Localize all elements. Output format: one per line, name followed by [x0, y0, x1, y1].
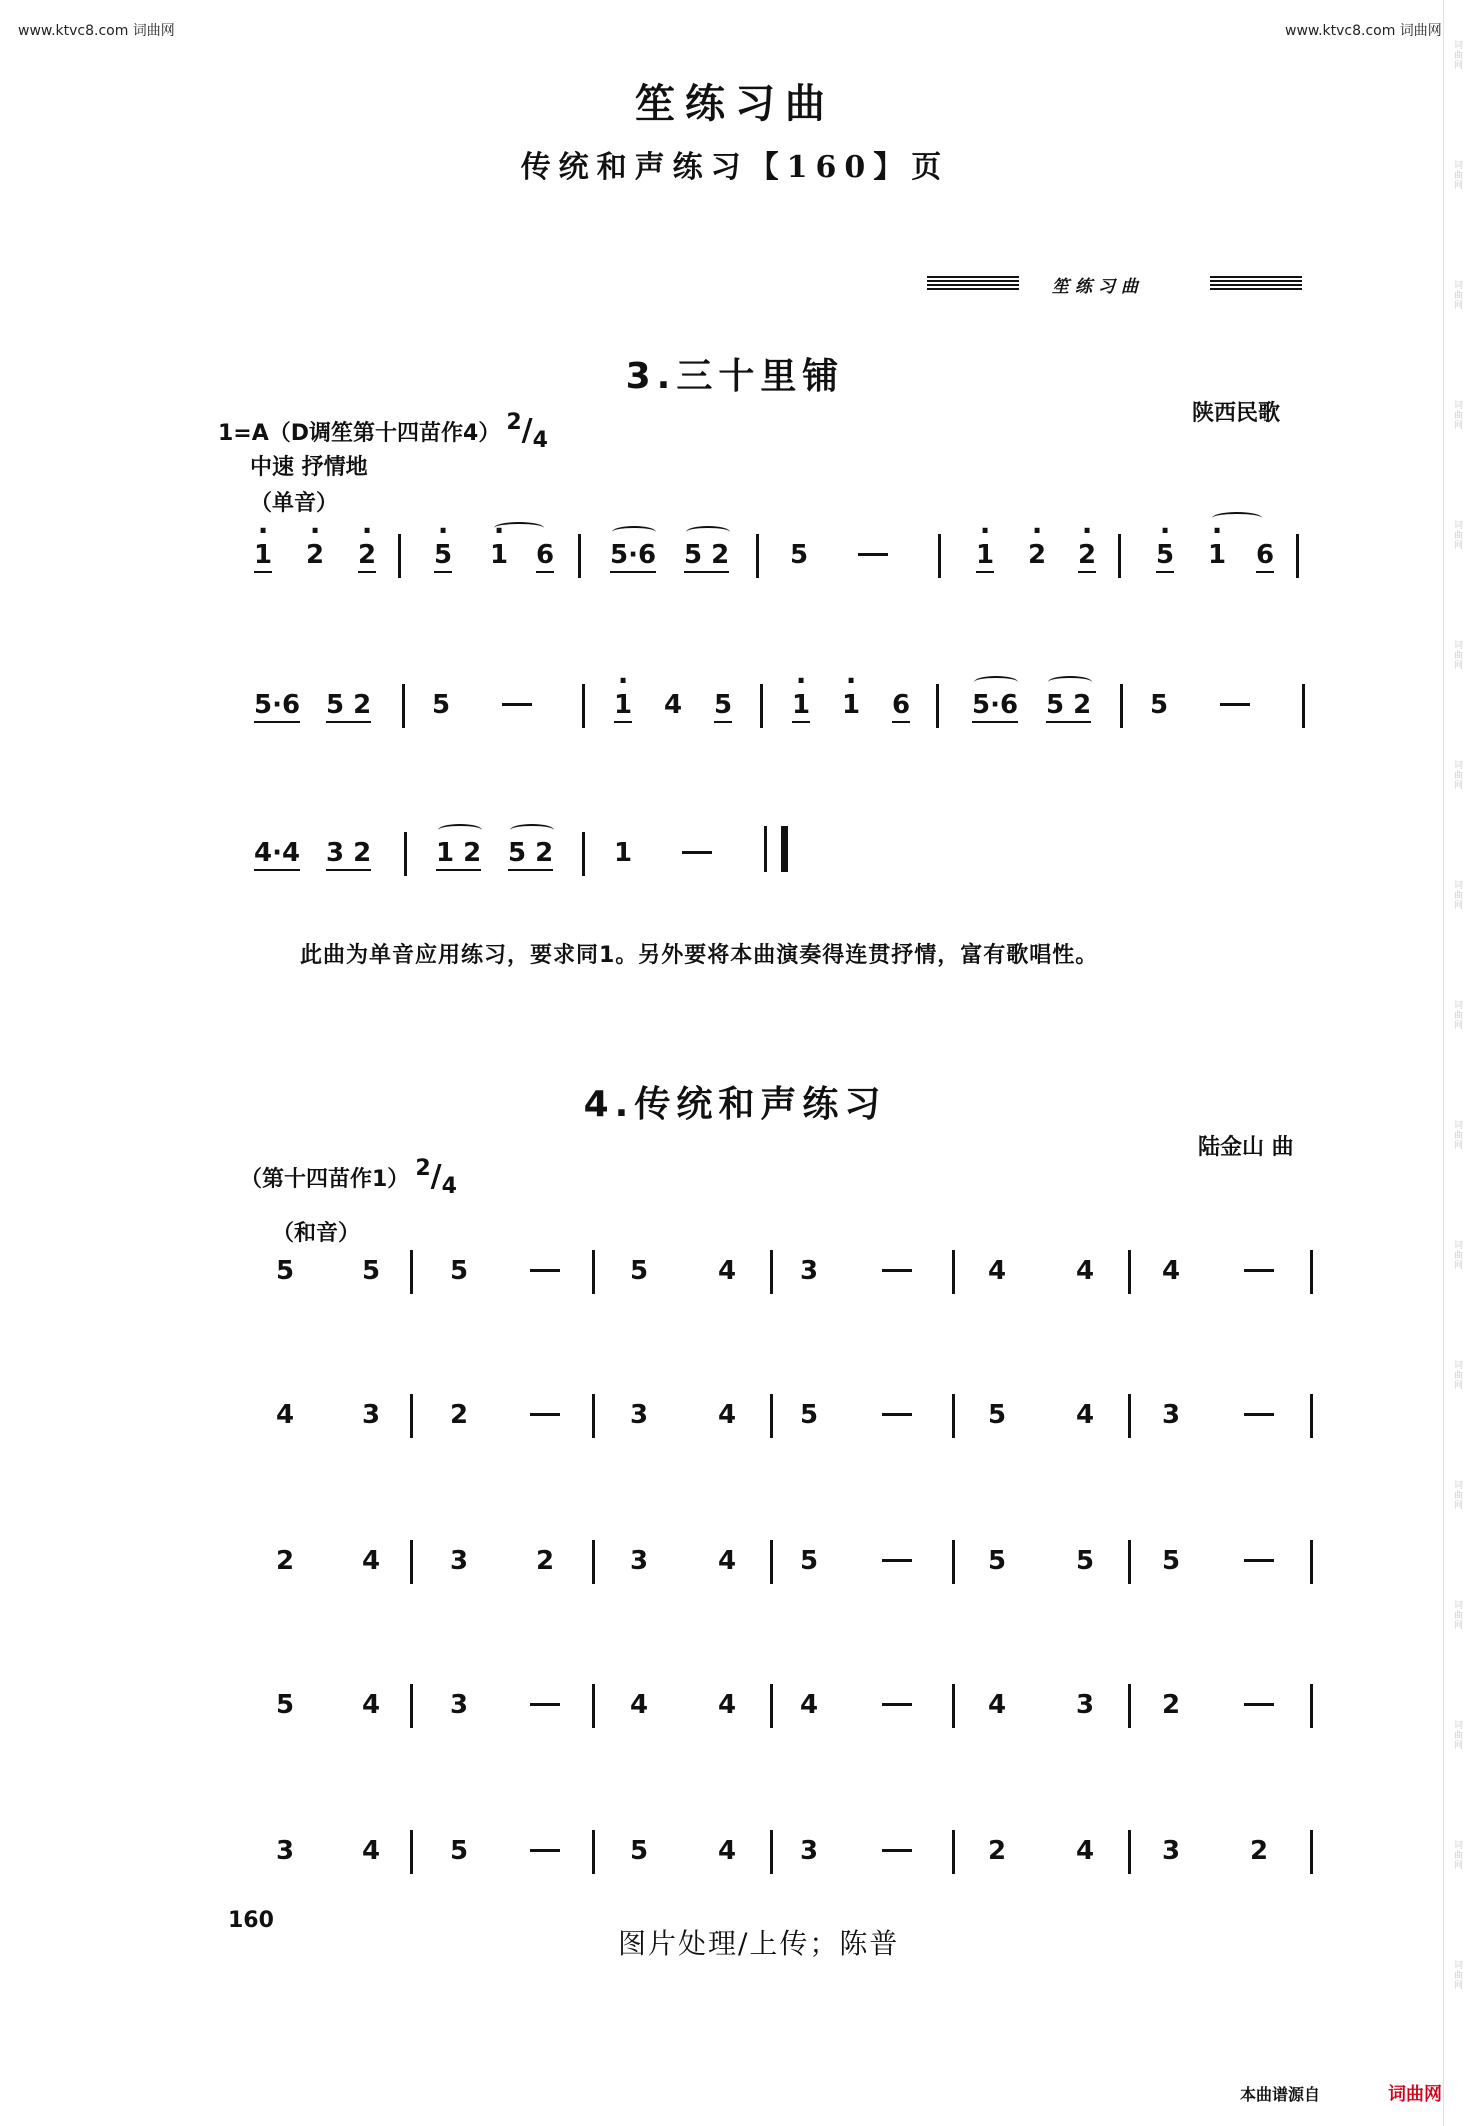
slur — [510, 824, 554, 836]
barline — [938, 534, 941, 578]
barline — [1128, 1830, 1131, 1874]
dash — [530, 1413, 560, 1416]
note-2h: · 2 — [306, 540, 324, 570]
note-1h: · 1 — [842, 690, 860, 720]
footer-brand-link[interactable]: 词曲网 — [1388, 2084, 1442, 2105]
note-5: 5 — [714, 690, 732, 723]
dash — [530, 1849, 560, 1852]
side-watermark-text: 词曲网 — [1452, 520, 1462, 550]
harmony-note: 5 — [1162, 1546, 1181, 1576]
harmony-note: 4 — [988, 1256, 1007, 1286]
harmony-note: 3 — [800, 1256, 819, 1286]
note-5: 5 — [432, 690, 451, 720]
dash — [1244, 1269, 1274, 1272]
dash — [882, 1559, 912, 1562]
note-5-6: 5·6 — [610, 540, 656, 573]
running-head-rule-left — [927, 276, 1019, 292]
page-subtitle: 传统和声练习【160】页 — [520, 150, 950, 185]
harmony-note: 4 — [1076, 1836, 1095, 1866]
barline — [1310, 1830, 1313, 1874]
harmony-note: 4 — [800, 1690, 819, 1720]
side-watermark-text: 词曲网 — [1452, 1240, 1462, 1270]
barline — [952, 1684, 955, 1728]
harmony-note: 3 — [630, 1546, 649, 1576]
harmony-note: 2 — [536, 1546, 555, 1576]
piece2-time-den: 4 — [441, 1174, 457, 1199]
note-6: 6 — [1256, 540, 1274, 573]
harmony-note: 3 — [630, 1400, 649, 1430]
note-5-2: 5 2 — [1046, 690, 1091, 723]
barline — [1128, 1250, 1131, 1294]
note-5h: · 5 — [1156, 540, 1174, 573]
dash — [858, 553, 888, 556]
slur — [974, 676, 1018, 688]
piece2-key-text: （第十四苗作1） — [240, 1167, 410, 1192]
barline — [770, 1394, 773, 1438]
side-watermark-text: 词曲网 — [1452, 1600, 1462, 1630]
harmony-note: 4 — [630, 1690, 649, 1720]
side-watermark-text: 词曲网 — [1452, 880, 1462, 910]
side-watermark-text: 词曲网 — [1452, 1000, 1462, 1030]
dash — [1244, 1703, 1274, 1706]
barline — [1118, 534, 1121, 578]
side-watermark-text: 词曲网 — [1452, 1840, 1462, 1870]
barline — [410, 1250, 413, 1294]
note-4-4: 4·4 — [254, 838, 300, 871]
piece1-time-num: 2 — [506, 410, 522, 435]
barline — [1120, 684, 1123, 728]
barline — [410, 1394, 413, 1438]
barline — [770, 1250, 773, 1294]
harmony-note: 4 — [276, 1400, 295, 1430]
harmony-note: 5 — [800, 1546, 819, 1576]
piece1-title: 3.三十里铺 — [625, 356, 845, 397]
side-watermark-text: 词曲网 — [1452, 40, 1462, 70]
harmony-note: 4 — [362, 1836, 381, 1866]
note-5h: · 5 — [434, 540, 452, 573]
side-watermark-text: 词曲网 — [1452, 760, 1462, 790]
side-watermark-text: 词曲网 — [1452, 1360, 1462, 1390]
dash — [530, 1269, 560, 1272]
barline — [1310, 1540, 1313, 1584]
note-5-6: 5·6 — [254, 690, 300, 723]
note-5-2: 5 2 — [684, 540, 729, 573]
dash — [502, 703, 532, 706]
harmony-note: 2 — [1162, 1690, 1181, 1720]
harmony-note: 3 — [276, 1836, 295, 1866]
harmony-note: 5 — [276, 1256, 295, 1286]
harmony-note: 3 — [362, 1400, 381, 1430]
barline — [410, 1540, 413, 1584]
barline — [1310, 1250, 1313, 1294]
harmony-note: 4 — [1076, 1256, 1095, 1286]
barline — [410, 1830, 413, 1874]
harmony-note: 5 — [630, 1836, 649, 1866]
harmony-note: 3 — [1076, 1690, 1095, 1720]
harmony-note: 4 — [718, 1400, 737, 1430]
barline — [1296, 534, 1299, 578]
harmony-note: 5 — [450, 1836, 469, 1866]
harmony-note: 5 — [1076, 1546, 1095, 1576]
dash — [882, 1269, 912, 1272]
barline — [410, 1684, 413, 1728]
piece1-source: 陕西民歌 — [1192, 401, 1281, 426]
side-watermark-text: 词曲网 — [1452, 1720, 1462, 1750]
harmony-note: 4 — [988, 1690, 1007, 1720]
side-watermark-text: 词曲网 — [1452, 1960, 1462, 1990]
harmony-note: 3 — [450, 1690, 469, 1720]
harmony-note: 5 — [988, 1400, 1007, 1430]
barline — [592, 1250, 595, 1294]
side-watermark-text: 词曲网 — [1452, 280, 1462, 310]
slur — [686, 526, 730, 538]
note-4: 4 — [664, 690, 683, 720]
harmony-note: 4 — [1162, 1256, 1181, 1286]
barline — [952, 1540, 955, 1584]
side-watermark-text: 词曲网 — [1452, 1480, 1462, 1510]
running-head: 笙练习曲 — [1052, 277, 1144, 297]
harmony-note: 5 — [630, 1256, 649, 1286]
piece1-key: 1=A（D调笙第十四苗作4） $^2/_4$ — [218, 410, 548, 453]
note-6: 6 — [536, 540, 554, 573]
piece2-mode: （和音） — [272, 1221, 361, 1246]
note-1h: · 1 — [490, 540, 508, 570]
harmony-note: 5 — [988, 1546, 1007, 1576]
note-1h: · 1 — [792, 690, 810, 723]
note-2h: · 2 — [358, 540, 376, 573]
note-1h: · 1 — [254, 540, 272, 573]
piece1-tempo: 中速 抒情地 — [250, 455, 368, 480]
barline — [1310, 1394, 1313, 1438]
barline — [582, 832, 585, 876]
barline — [1302, 684, 1305, 728]
note-5-2: 5 2 — [508, 838, 553, 871]
final-barline — [764, 826, 788, 872]
barline — [1128, 1540, 1131, 1584]
slur — [1048, 676, 1092, 688]
note-1h: · 1 — [1208, 540, 1226, 570]
barline — [592, 1684, 595, 1728]
side-watermark-text: 词曲网 — [1452, 640, 1462, 670]
barline — [770, 1830, 773, 1874]
barline — [756, 534, 759, 578]
note-2h: · 2 — [1078, 540, 1096, 573]
harmony-note: 5 — [362, 1256, 381, 1286]
barline — [1128, 1684, 1131, 1728]
barline — [582, 684, 585, 728]
page-number: 160 — [228, 1908, 274, 1933]
piece2-composer: 陆金山 曲 — [1198, 1135, 1294, 1160]
side-watermark-text: 词曲网 — [1452, 160, 1462, 190]
note-3-2: 3 2 — [326, 838, 371, 871]
harmony-note: 2 — [450, 1400, 469, 1430]
piece2-title: 4.传统和声练习 — [583, 1084, 887, 1125]
barline — [936, 684, 939, 728]
piece1-note: 此曲为单音应用练习，要求同1。另外要将本曲演奏得连贯抒情，富有歌唱性。 — [300, 943, 1099, 968]
barline — [398, 534, 401, 578]
side-watermark-text: 词曲网 — [1452, 1120, 1462, 1150]
dash — [882, 1703, 912, 1706]
harmony-note: 4 — [362, 1690, 381, 1720]
side-watermark-text: 词曲网 — [1452, 400, 1462, 430]
harmony-note: 3 — [1162, 1836, 1181, 1866]
running-head-rule-right — [1210, 276, 1302, 292]
note-1-2: 1 2 — [436, 838, 481, 871]
piece1-key-text: 1=A（D调笙第十四苗作4） — [218, 421, 501, 446]
note-1h: · 1 — [614, 690, 632, 723]
piece1-mode: （单音） — [250, 491, 339, 516]
note-5-6: 5·6 — [972, 690, 1018, 723]
piece1-time-den: 4 — [532, 428, 548, 453]
slur — [1212, 512, 1262, 524]
harmony-note: 4 — [1076, 1400, 1095, 1430]
barline — [578, 534, 581, 578]
note-2h: · 2 — [1028, 540, 1046, 570]
barline — [770, 1540, 773, 1584]
side-watermark-strip — [1443, 0, 1470, 2126]
page-title: 笙练习曲 — [635, 80, 835, 127]
harmony-note: 5 — [800, 1400, 819, 1430]
barline — [592, 1540, 595, 1584]
barline — [592, 1394, 595, 1438]
note-1: 1 — [614, 838, 633, 868]
note-5: 5 — [1150, 690, 1169, 720]
barline — [952, 1250, 955, 1294]
barline — [402, 684, 405, 728]
harmony-note: 4 — [718, 1836, 737, 1866]
site-watermark-left: www.ktvc8.com 词曲网 — [18, 23, 175, 39]
note-6: 6 — [892, 690, 910, 723]
dash — [1244, 1559, 1274, 1562]
dash — [1220, 703, 1250, 706]
site-watermark-right: www.ktvc8.com 词曲网 — [1285, 23, 1442, 39]
barline — [770, 1684, 773, 1728]
harmony-note: 2 — [988, 1836, 1007, 1866]
dash — [682, 851, 712, 854]
note-5-2: 5 2 — [326, 690, 371, 723]
barline — [1310, 1684, 1313, 1728]
harmony-note: 3 — [450, 1546, 469, 1576]
barline — [404, 832, 407, 876]
harmony-note: 4 — [718, 1546, 737, 1576]
barline — [592, 1830, 595, 1874]
note-1h: · 1 — [976, 540, 994, 573]
note-5: 5 — [790, 540, 809, 570]
harmony-note: 4 — [362, 1546, 381, 1576]
footer-source-label: 本曲谱源自 — [1240, 2085, 1321, 2104]
piece2-time-num: 2 — [415, 1156, 431, 1181]
harmony-note: 5 — [276, 1690, 295, 1720]
harmony-note: 4 — [718, 1690, 737, 1720]
upload-credit: 图片处理/上传；陈普 — [618, 1927, 900, 1960]
slur — [612, 526, 656, 538]
harmony-note: 5 — [450, 1256, 469, 1286]
barline — [760, 684, 763, 728]
harmony-note: 2 — [1250, 1836, 1269, 1866]
slur — [494, 522, 544, 534]
harmony-note: 4 — [718, 1256, 737, 1286]
harmony-note: 3 — [1162, 1400, 1181, 1430]
dash — [882, 1413, 912, 1416]
piece2-key: （第十四苗作1） $^2/_4$ — [240, 1156, 457, 1199]
slur — [438, 824, 482, 836]
harmony-note: 3 — [800, 1836, 819, 1866]
harmony-note: 2 — [276, 1546, 295, 1576]
dash — [1244, 1413, 1274, 1416]
barline — [952, 1394, 955, 1438]
dash — [530, 1703, 560, 1706]
barline — [1128, 1394, 1131, 1438]
barline — [952, 1830, 955, 1874]
dash — [882, 1849, 912, 1852]
